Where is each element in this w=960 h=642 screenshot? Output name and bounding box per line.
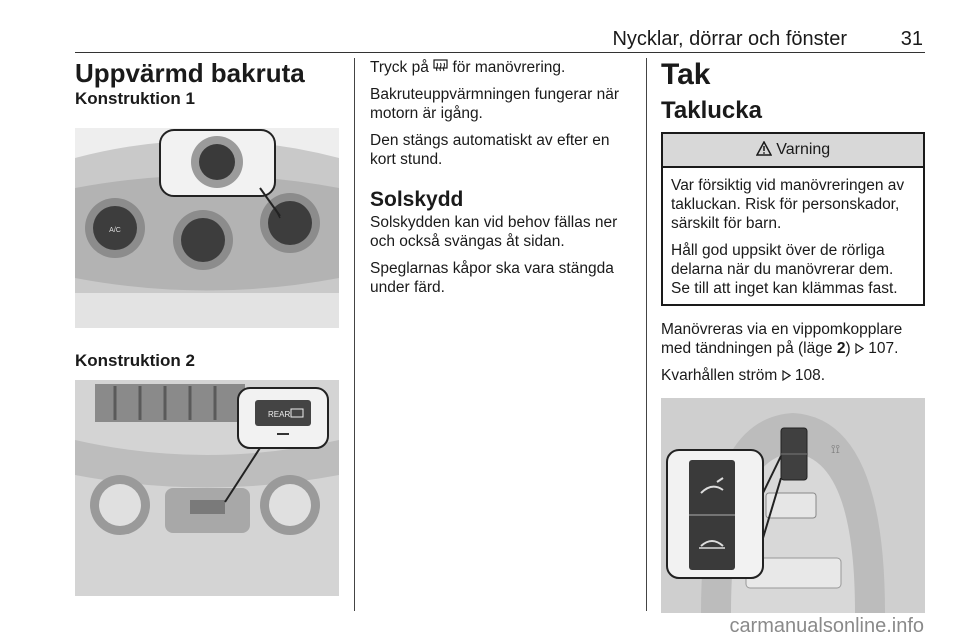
svg-text:A/C: A/C — [109, 227, 121, 234]
figure-sunroof-switch — [661, 398, 925, 613]
warning-body — [663, 168, 923, 304]
warning-box — [661, 132, 925, 306]
text-retained-power: Kvarhållen ström — [661, 367, 782, 384]
cross-reference-icon — [855, 343, 864, 354]
section-heading-sun-visors: Solskydd — [370, 188, 464, 211]
paragraph-rocker-switch — [661, 320, 925, 358]
column-divider — [354, 58, 355, 611]
design-2-label: Konstruktion 2 — [75, 351, 195, 370]
section-heading-roof: Tak — [661, 58, 711, 91]
warning-triangle-icon — [756, 141, 772, 156]
cross-reference-icon — [782, 370, 791, 381]
warning-title: Varning — [776, 141, 831, 158]
page-number: 31 — [900, 28, 923, 50]
paragraph-press — [370, 58, 632, 77]
text-press: Tryck på — [370, 59, 434, 76]
header-rule — [75, 52, 925, 53]
subheading-sunroof: Taklucka — [661, 97, 762, 124]
center-console-illustration — [75, 380, 339, 596]
text-paren: ) — [845, 340, 855, 357]
paragraph-mirror-covers: Speglarnas kåpor ska vara stängda under färd. — [370, 260, 614, 296]
page-ref-108[interactable]: 108. — [790, 367, 826, 384]
text-operated: Manövreras via en vippomkopplare med tändningen på (läge — [661, 321, 903, 357]
section-heading-rear-window: Uppvärmd bakruta — [75, 58, 305, 88]
column-divider — [646, 58, 647, 611]
page-header — [75, 28, 925, 52]
rear-defrost-icon — [433, 59, 448, 73]
paragraph-auto-off: Den stängs automatiskt av efter en kort stund. — [370, 132, 610, 168]
figure-design-2 — [75, 380, 339, 596]
design-1-label: Konstruktion 1 — [75, 89, 195, 108]
chapter-title: Nycklar, dörrar och fönster — [612, 28, 847, 50]
paragraph-sun-visors: Solskydden kan vid behov fällas ner och också svängas åt sidan. — [370, 214, 618, 250]
text-for-operation: för manövrering. — [448, 59, 566, 76]
overhead-console-illustration — [661, 398, 925, 613]
climate-knobs-illustration — [75, 128, 339, 328]
column-1 — [75, 58, 339, 596]
paragraph-defrost-engine: Bakruteuppvärmningen fungerar när motorn är igång. — [370, 86, 620, 122]
column-2 — [370, 58, 632, 297]
watermark: carmanualsonline.info — [729, 615, 924, 637]
column-3 — [661, 58, 925, 613]
svg-text:⟟⟟: ⟟⟟ — [831, 442, 840, 456]
paragraph-retained-power — [661, 366, 925, 385]
rear-button-text: REAR — [268, 410, 291, 419]
figure-design-1 — [75, 128, 339, 328]
warning-header — [663, 134, 923, 168]
page-ref-107[interactable]: 107. — [863, 340, 899, 357]
warning-paragraph-1: Var försiktig vid manövreringen av takluckan. Risk för personskador, särskilt för barn. — [671, 177, 905, 232]
text-position-number: 2 — [836, 340, 846, 357]
warning-paragraph-2: Håll god uppsikt över de rörliga delarna när du manövrerar dem. Se till att inget kan klämmas fast. — [671, 242, 898, 297]
